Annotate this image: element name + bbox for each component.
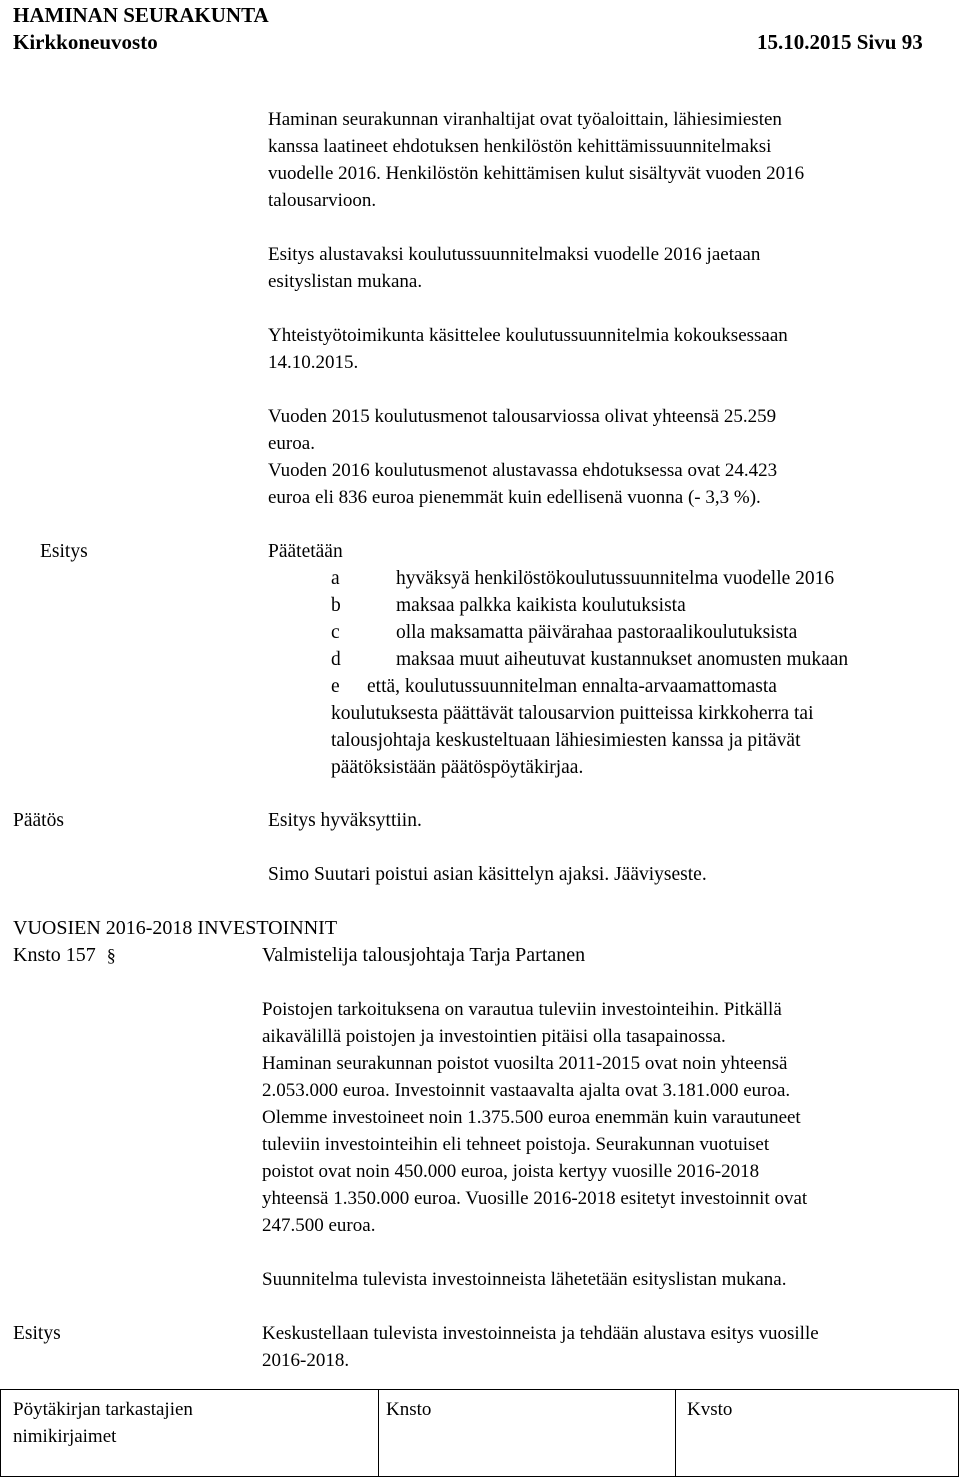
preparer: Valmistelija talousjohtaja Tarja Partanen bbox=[262, 944, 586, 966]
body-paragraph bbox=[268, 322, 788, 376]
list-item: että, koulutussuunnitelman ennalta-arvaamattomasta bbox=[367, 676, 777, 697]
signature-cell bbox=[378, 1390, 379, 1476]
list-letter: e bbox=[331, 676, 340, 697]
paatos-note: Simo Suutari poistui asian käsittelyn ajaksi. Jääviyseste. bbox=[268, 864, 707, 885]
list-letter: d bbox=[331, 649, 341, 670]
knsto-number: Knsto 157 bbox=[13, 944, 96, 966]
meeting-body: Kirkkoneuvosto bbox=[13, 30, 158, 54]
list-letter: b bbox=[331, 595, 341, 616]
text-line: 247.500 euroa. bbox=[262, 1215, 376, 1236]
text-line: Haminan seurakunnan viranhaltijat ovat työaloittain, lähiesimiesten bbox=[268, 109, 782, 130]
list-item: maksaa muut aiheutuvat kustannukset anomusten mukaan bbox=[396, 649, 849, 670]
signature-cell bbox=[675, 1390, 676, 1476]
body-paragraph bbox=[262, 996, 807, 1239]
esitys-intro: Päätetään bbox=[268, 541, 343, 562]
section-number bbox=[13, 942, 116, 968]
text-line: euroa eli 836 euroa pienemmät kuin edellisenä vuonna (- 3,3 %). bbox=[268, 487, 761, 508]
body-note: Suunnitelma tulevista investoinneista lähetetään esityslistan mukana. bbox=[262, 1269, 787, 1290]
esitys-text bbox=[262, 1320, 819, 1374]
footer-label-kvsto: Kvsto bbox=[687, 1399, 733, 1420]
footer-label-knsto: Knsto bbox=[386, 1399, 432, 1420]
text-line: talousarvioon. bbox=[268, 190, 377, 211]
text-line: Esitys alustavaksi koulutussuunnitelmaksi vuodelle 2016 jaetaan bbox=[268, 244, 761, 265]
text-line: 14.10.2015. bbox=[268, 352, 359, 373]
text-line: Vuoden 2015 koulutusmenot talousarviossa olivat yhteensä 25.259 bbox=[268, 406, 777, 427]
text-line: esityslistan mukana. bbox=[268, 271, 423, 292]
list-letter: a bbox=[331, 568, 340, 589]
text-line: 2.053.000 euroa. Investoinnit vastaavalta ajalta ovat 3.181.000 euroa. bbox=[262, 1080, 791, 1101]
text-line: tuleviin investointeihin eli tehneet poistoja. Seurakunnan vuotuiset bbox=[262, 1134, 770, 1155]
esitys-label: Esitys bbox=[13, 1323, 61, 1344]
text-line: yhteensä 1.350.000 euroa. Vuosille 2016-2018 esitetyt investoinnit ovat bbox=[262, 1188, 808, 1209]
paatos-label: Päätös bbox=[13, 810, 64, 831]
text-line: päätöksistään päätöspöytäkirjaa. bbox=[331, 757, 584, 778]
body-paragraph bbox=[268, 403, 777, 511]
list-letter: c bbox=[331, 622, 340, 643]
text-line: talousjohtaja keskusteltuaan lähiesimiesten kanssa ja pitävät bbox=[331, 730, 801, 751]
text-line: Yhteistyötoimikunta käsittelee koulutussuunnitelmia kokouksessaan bbox=[268, 325, 788, 346]
text-line: Vuoden 2016 koulutusmenot alustavassa ehdotuksessa ovat 24.423 bbox=[268, 460, 778, 481]
text-line: kanssa laatineet ehdotuksen henkilöstön kehittämissuunnitelmaksi bbox=[268, 136, 772, 157]
text-line: euroa. bbox=[268, 433, 315, 454]
list-item: hyväksyä henkilöstökoulutussuunnitelma vuodelle 2016 bbox=[396, 568, 835, 589]
text-line: Keskustellaan tulevista investoinneista ja tehdään alustava esitys vuosille bbox=[262, 1323, 819, 1344]
body-paragraph bbox=[268, 241, 760, 295]
paatos-text: Esitys hyväksyttiin. bbox=[268, 810, 422, 831]
paragraph-mark: § bbox=[106, 945, 116, 965]
text-line: Olemme investoineet noin 1.375.500 euroa enemmän kuin varautuneet bbox=[262, 1107, 801, 1128]
body-paragraph bbox=[268, 106, 804, 214]
text-line: vuodelle 2016. Henkilöstön kehittämisen kulut sisältyvät vuoden 2016 bbox=[268, 163, 805, 184]
text-line: Haminan seurakunnan poistot vuosilta 2011-2015 ovat noin yhteensä bbox=[262, 1053, 788, 1074]
text-line: koulutuksesta päättävät talousarvion puitteissa kirkkoherra tai bbox=[331, 703, 814, 724]
list-item: olla maksamatta päivärahaa pastoraalikoulutuksista bbox=[396, 622, 798, 643]
date-page: 15.10.2015 Sivu 93 bbox=[757, 30, 923, 54]
text-line: 2016-2018. bbox=[262, 1350, 350, 1371]
text-line: Poistojen tarkoituksena on varautua tuleviin investointeihin. Pitkällä bbox=[262, 999, 782, 1020]
text-line: nimikirjaimet bbox=[13, 1426, 117, 1447]
text-line: aikavälillä poistojen ja investointien pitäisi olla tasapainossa. bbox=[262, 1026, 726, 1047]
esitys-continuation bbox=[331, 700, 814, 781]
list-item: maksaa palkka kaikista koulutuksista bbox=[396, 595, 686, 616]
text-line: poistot ovat noin 450.000 euroa, joista kertyy vuosille 2016-2018 bbox=[262, 1161, 760, 1182]
section-title: VUOSIEN 2016-2018 INVESTOINNIT bbox=[13, 917, 338, 939]
text-line: Pöytäkirjan tarkastajien bbox=[13, 1399, 193, 1420]
signature-table bbox=[0, 1389, 959, 1477]
esitys-label: Esitys bbox=[40, 541, 88, 562]
organization-name: HAMINAN SEURAKUNTA bbox=[13, 3, 269, 27]
footer-label-reviewers bbox=[13, 1396, 193, 1450]
